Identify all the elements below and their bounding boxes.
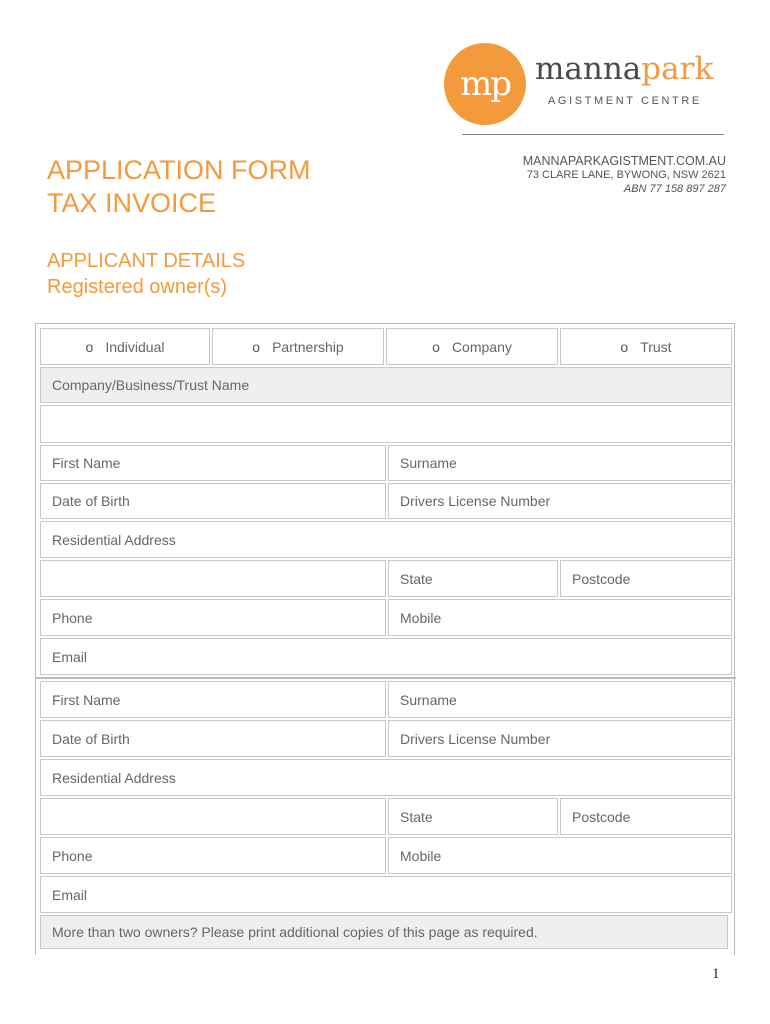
owner2-surname-field[interactable]: Surname (388, 681, 732, 718)
owner1-dob-field[interactable]: Date of Birth (40, 483, 386, 519)
owner1-mobile-field[interactable]: Mobile (388, 599, 732, 636)
option-trust[interactable] (560, 328, 732, 365)
owner1-address-field[interactable]: Residential Address (40, 521, 732, 558)
owner1-first-name-field[interactable]: First Name (40, 445, 386, 481)
business-name-input[interactable] (40, 405, 732, 443)
option-partnership[interactable] (212, 328, 384, 365)
owner2-postcode-field[interactable]: Postcode (560, 798, 732, 835)
owner2-state-field[interactable]: State (388, 798, 558, 835)
logo-wordmark (535, 51, 713, 87)
owner2-license-field[interactable]: Drivers License Number (388, 720, 732, 757)
radio-bullet-icon: o (252, 338, 261, 355)
owner2-address-line2[interactable] (40, 798, 386, 835)
additional-owners-note: More than two owners? Please print additional copies of this page as required. (40, 915, 728, 949)
owner1-postcode-field[interactable]: Postcode (560, 560, 732, 597)
logo-subtitle: AGISTMENT CENTRE (548, 95, 702, 107)
option-label: Partnership (272, 338, 344, 355)
contact-block (523, 154, 726, 196)
radio-bullet-icon: o (85, 338, 94, 355)
owner1-address-line2[interactable] (40, 560, 386, 597)
logo-mark: mp (444, 43, 526, 125)
website-text: MANNAPARKAGISTMENT.COM.AU (522, 154, 726, 168)
applicant-form (35, 323, 735, 955)
owner2-phone-field[interactable]: Phone (40, 837, 386, 874)
page-number: 1 (712, 966, 720, 982)
section-subtitle: Registered owner(s) (47, 276, 228, 298)
business-name-label: Company/Business/Trust Name (40, 367, 732, 403)
owner2-address-field[interactable]: Residential Address (40, 759, 732, 796)
owner2-first-name-field[interactable]: First Name (40, 681, 386, 718)
logo-name-part1: manna (535, 51, 642, 87)
form-title: APPLICATION FORM (47, 155, 311, 185)
option-label: Company (451, 338, 512, 355)
radio-bullet-icon: o (432, 338, 440, 355)
address-text: 73 CLARE LANE, BYWONG, NSW 2621 (526, 169, 726, 181)
owner1-surname-field[interactable]: Surname (388, 445, 732, 481)
radio-bullet-icon: o (620, 338, 629, 355)
abn-text: ABN 77 158 897 287 (623, 183, 726, 195)
owner2-mobile-field[interactable]: Mobile (388, 837, 732, 874)
option-label: Individual (105, 338, 165, 355)
form-subtitle: TAX INVOICE (47, 188, 217, 218)
header-divider (462, 134, 724, 135)
option-company[interactable] (386, 328, 558, 365)
owner1-email-field[interactable]: Email (40, 638, 732, 675)
owner1-license-field[interactable]: Drivers License Number (388, 483, 732, 519)
owner2-email-field[interactable]: Email (40, 876, 732, 913)
section-title: APPLICANT DETAILS (47, 250, 246, 272)
owner2-dob-field[interactable]: Date of Birth (40, 720, 386, 757)
option-individual[interactable] (40, 328, 210, 365)
owner1-phone-field[interactable]: Phone (40, 599, 386, 636)
owner-divider (36, 677, 736, 679)
owner1-state-field[interactable]: State (388, 560, 558, 597)
option-label: Trust (640, 338, 672, 355)
logo-name-part2: park (641, 51, 714, 87)
